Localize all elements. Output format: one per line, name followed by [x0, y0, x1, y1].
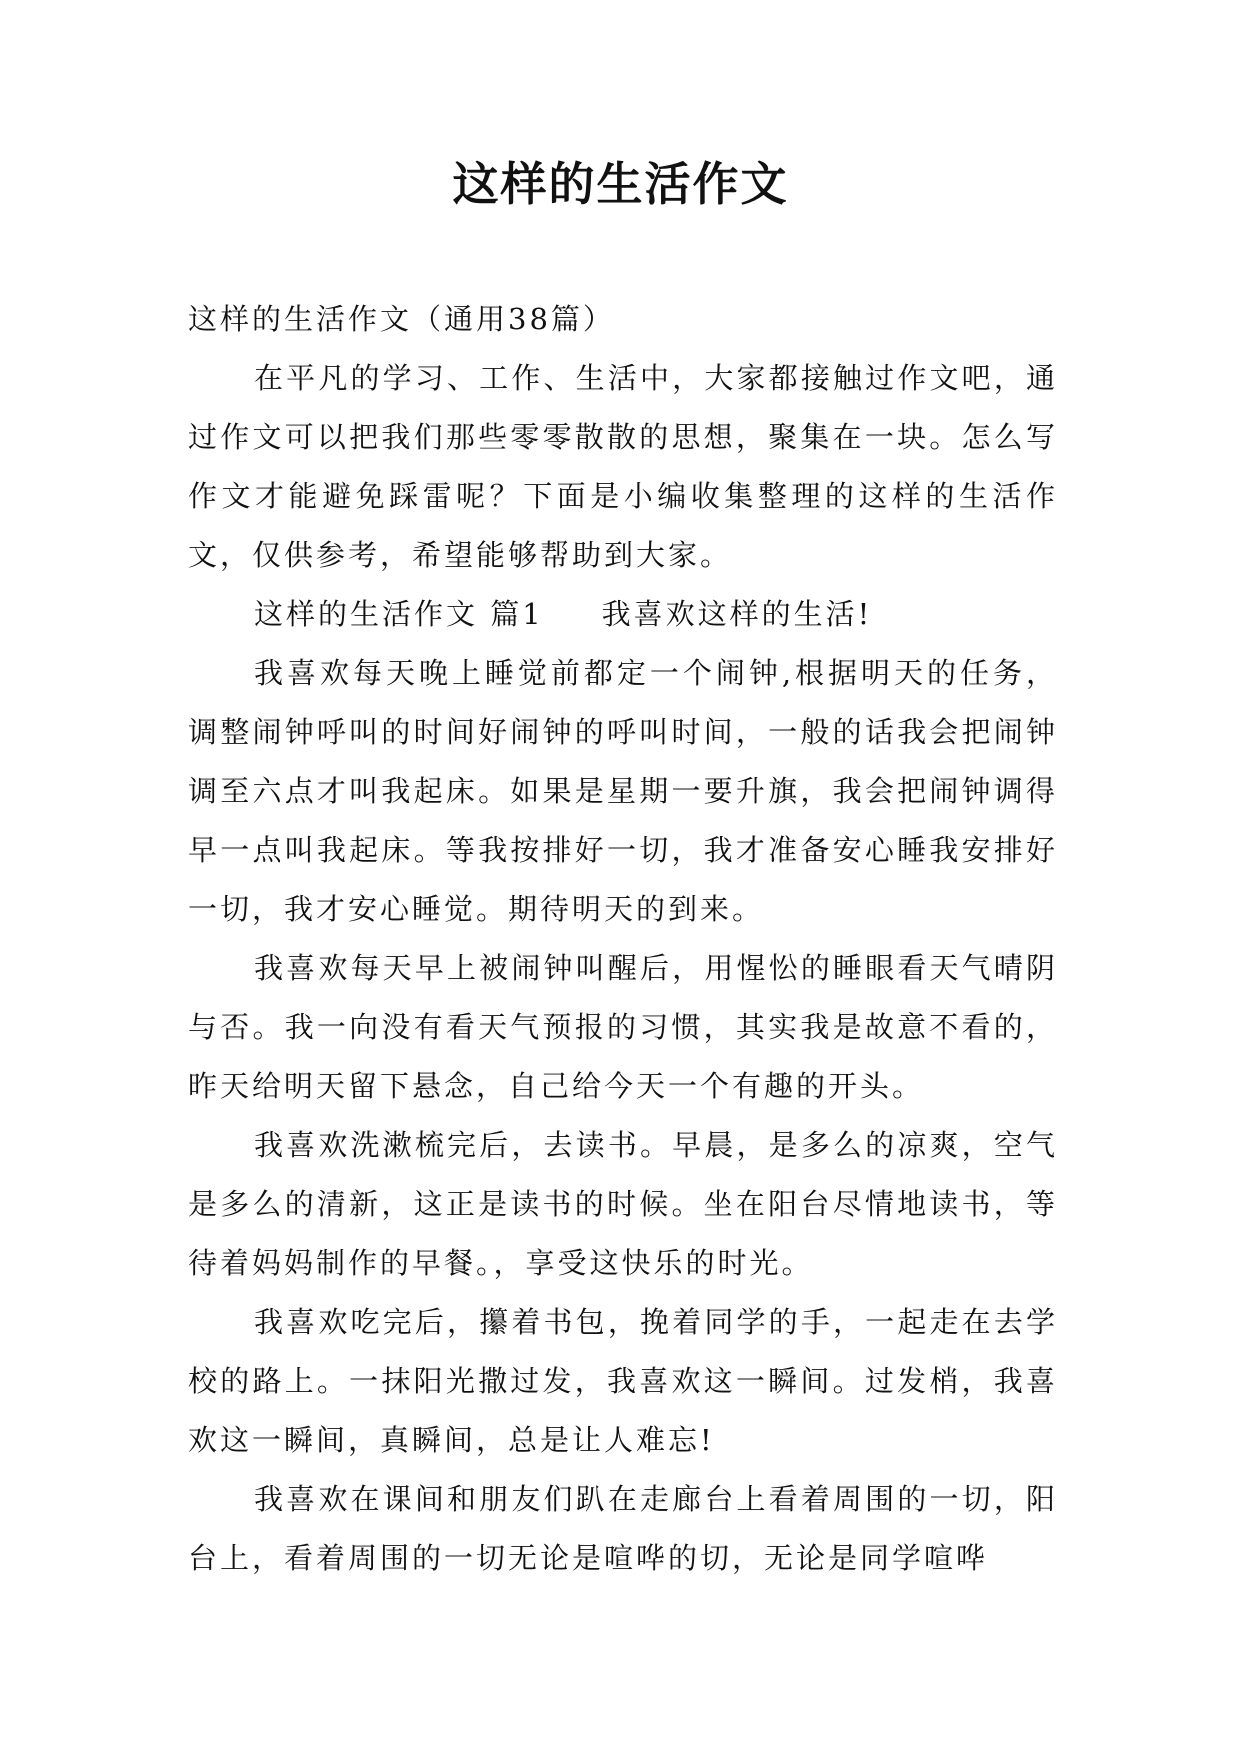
body-paragraph: 我喜欢每天早上被闹钟叫醒后，用惺忪的睡眼看天气晴阴与否。我一向没有看天气预报的习惯，其实我是故意不看的，昨天给明天留下悬念，自己给今天一个有趣的开头。 [188, 951, 1058, 1103]
body-paragraph: 我喜欢每天晚上睡觉前都定一个闹钟,根据明天的任务，调整闹钟呼叫的时间好闹钟的呼叫时间，一般的话我会把闹钟调至六点才叫我起床。如果是星期一要升旗，我会把闹钟调得早一点叫我起床。等我按排好一切，我才准备安心睡我安排好一切，我才安心睡觉。期待明天的到来。 [188, 656, 1058, 926]
document-subtitle: 这样的生活作文（通用38篇） [188, 302, 615, 336]
section-heading [188, 585, 1058, 644]
document-title: 这样的生活作文 [452, 157, 789, 211]
body-paragraph: 我喜欢在课间和朋友们趴在走廊台上看着周围的一切，阳台上，看着周围的一切无论是喧哗的切，无论是同学喧哗 [188, 1482, 1058, 1575]
section-label: 这样的生活作文 篇1 [254, 597, 544, 631]
body-paragraph: 我喜欢洗漱梳完后，去读书。早晨，是多么的凉爽，空气是多么的清新，这正是读书的时候。坐在阳台尽情地读书，等待着妈妈制作的早餐。，享受这快乐的时光。 [188, 1128, 1058, 1280]
section-title: 我喜欢这样的生活! [601, 597, 873, 631]
body-paragraph: 我喜欢吃完后，攥着书包，挽着同学的手，一起走在去学校的路上。一抹阳光撒过发，我喜欢这一瞬间。过发梢，我喜欢这一瞬间，真瞬间，总是让人难忘! [188, 1305, 1058, 1457]
document-body [188, 290, 1058, 1588]
intro-paragraph: 在平凡的学习、工作、生活中，大家都接触过作文吧，通过作文可以把我们那些零零散散的思想，聚集在一块。怎么写作文才能避免踩雷呢？下面是小编收集整理的这样的生活作文，仅供参考，希望能够帮助到大家。 [188, 361, 1058, 572]
